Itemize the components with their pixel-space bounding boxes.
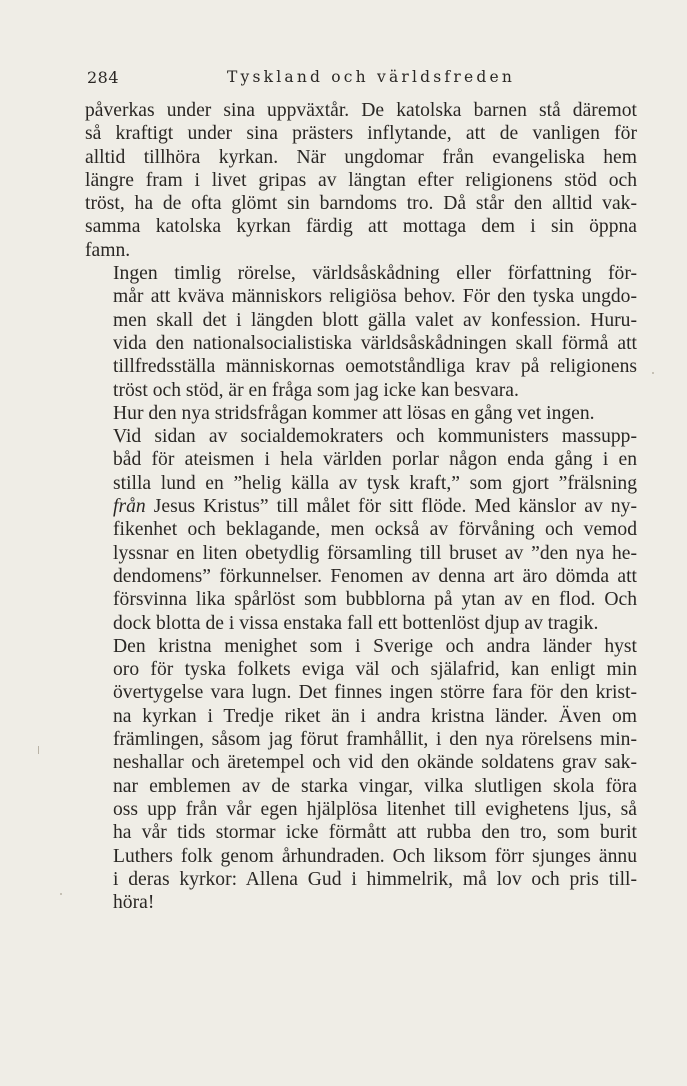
paper-fleck (652, 372, 654, 374)
text-line: påverkas under sina uppväxtår. De katolska barnen stå däremot (85, 100, 637, 121)
paper-fleck (60, 893, 62, 895)
text-line: samma katolska kyrkan färdig att mottaga dem i sin öppna (85, 216, 637, 238)
paper-fleck (38, 746, 39, 754)
text-line: tröst och stöd, är en fråga som jag icke kan besvara. (113, 379, 519, 401)
text-line: stilla lund en ”helig källa av tysk kraft,” som gjort ”frälsning (113, 472, 637, 494)
text-line: försvinna lika spårlöst som bubblorna på ytan av en flod. Och (113, 589, 637, 611)
text-line: tröst, ha de ofta glömt sin barndoms tro. Då står den alltid vak- (85, 193, 637, 215)
text-line: famn. (85, 239, 131, 261)
page-number: 284 (87, 68, 120, 87)
text-line: Vid sidan av socialdemokraters och kommunisters massupp- (113, 426, 637, 448)
paragraph (85, 99, 637, 262)
paragraph (85, 635, 637, 915)
text-line: Hur den nya stridsfrågan kommer att lösas en gång vet ingen. (113, 402, 595, 424)
text-line: så kraftigt under sina prästers inflytande, att de vanligen för (85, 123, 637, 145)
text-line: dock blotta de i vissa enstaka fall ett bottenlöst djup av tragik. (113, 612, 599, 634)
text-line: tillfredsställa människornas oemotståndliga krav på religionens (113, 356, 637, 378)
body-text (85, 99, 637, 914)
running-head (87, 68, 605, 90)
text-line: oro för tyska folkets eviga väl och själafrid, kan enligt min (113, 659, 637, 681)
text-line: ha vår tids stormar icke förmått att rubba den tro, som burit (113, 822, 637, 844)
text-line: båd för ateismen i hela världen porlar någon enda gång i en (113, 449, 637, 471)
text-line: höra! (113, 892, 155, 914)
text-line: lyssnar en liten obetydlig församling till bruset av ”den nya he- (113, 542, 637, 564)
paragraph (85, 425, 637, 635)
text-line: Ingen timlig rörelse, världsåskådning eller författning för- (113, 263, 637, 285)
running-title: Tyskland och världsfreden (227, 68, 516, 86)
text-line: oss upp från vår egen hjälplösa litenhet till evighetens ljus, så (113, 798, 637, 820)
text-line: dendomens” förkunnelser. Fenomen av denna art äro dömda att (113, 565, 637, 587)
text-line: alltid tillhöra kyrkan. När ungdomar från evangeliska hem (85, 146, 637, 168)
text-line: fikenhet och beklagande, men också av förvåning och vemod (113, 519, 637, 541)
text-line: övertygelse vara lugn. Det finnes ingen större fara för den krist- (113, 682, 637, 704)
text-line: i deras kyrkor: Allena Gud i himmelrik, må lov och pris till- (113, 868, 637, 890)
text-line: men skall det i längden blott gälla valet av konfession. Huru- (113, 309, 637, 331)
text-line: längre fram i livet gripas av längtan efter religionens stöd och (85, 169, 637, 191)
paragraph (85, 262, 637, 402)
text-line: från Jesus Kristus” till målet för sitt flöde. Med känslor av ny- (113, 496, 637, 518)
text-line: Den kristna menighet som i Sverige och andra länder hyst (113, 635, 637, 657)
text-line: Luthers folk genom århundraden. Och liksom förr sjunges ännu (113, 845, 637, 867)
text-line: mår att kväva människors religiösa behov. För den tyska ungdo- (113, 286, 637, 308)
text-line: vida den nationalsocialistiska världsåskådningen skall förmå att (113, 332, 637, 354)
text-line: nar emblemen av de starka vingar, vilka slutligen skola föra (113, 775, 637, 797)
text-line: na kyrkan i Tredje riket än i andra kristna länder. Även om (113, 705, 637, 727)
text-line: främlingen, såsom jag förut framhållit, i den nya rörelsens min- (113, 729, 637, 751)
paragraph (85, 402, 637, 425)
text-line: neshallar och äretempel och vid den okände soldatens grav sak- (113, 752, 637, 774)
